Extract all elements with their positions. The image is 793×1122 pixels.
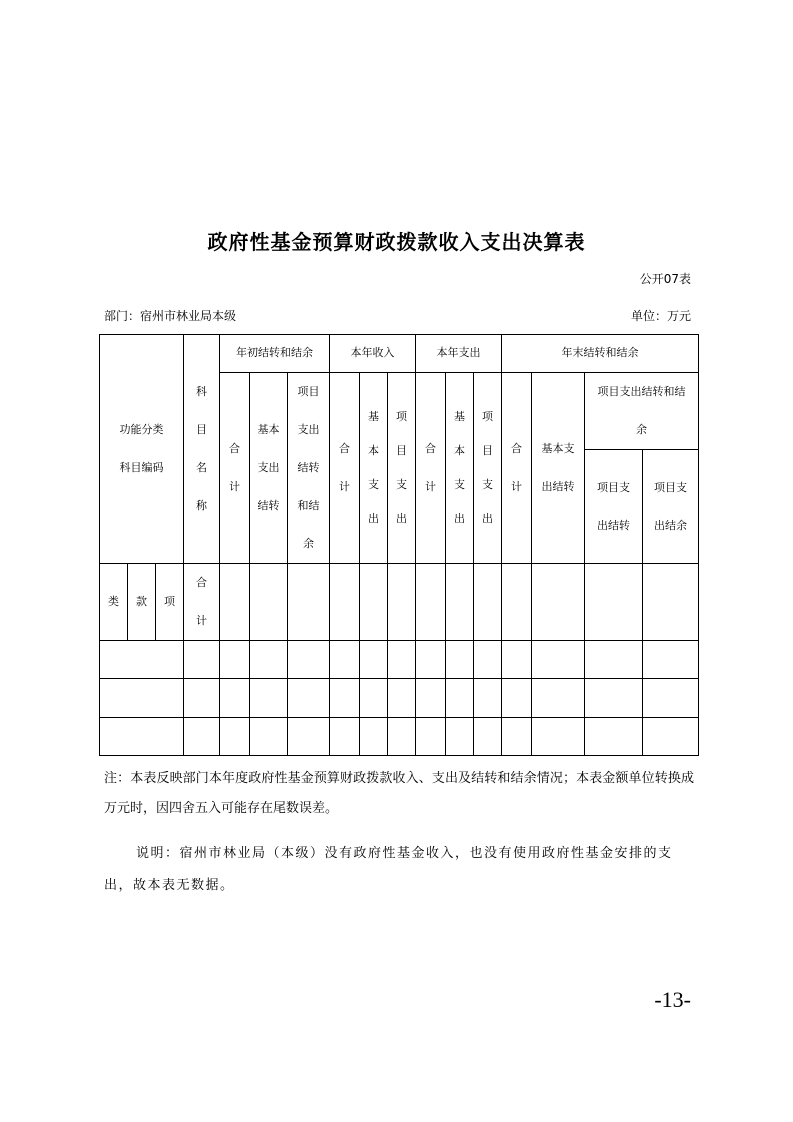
table-cell: [250, 718, 288, 756]
table-cell: [502, 718, 532, 756]
table-cell: [250, 641, 288, 679]
table-cell: [643, 679, 699, 718]
end-project-transfer-header: 项目支 出结转: [585, 450, 643, 564]
budget-table: [99, 334, 699, 756]
expense-project-header: 项 目 支 出: [474, 373, 502, 564]
table-cell: [585, 718, 643, 756]
table-cell: [330, 564, 360, 641]
table-cell: [446, 718, 474, 756]
table-cell: [250, 564, 288, 641]
table-cell: [585, 564, 643, 641]
table-cell: [184, 679, 220, 718]
table-cell: [388, 564, 416, 641]
code-item-header: 项: [156, 564, 184, 641]
table-cell: [100, 641, 184, 679]
table-cell: [416, 679, 446, 718]
table-cell: [220, 641, 250, 679]
table-cell: [220, 679, 250, 718]
begin-total-header: 合 计: [220, 373, 250, 564]
table-cell: [360, 718, 388, 756]
table-cell: [643, 564, 699, 641]
table-cell: [532, 679, 585, 718]
table-cell: [416, 718, 446, 756]
table-cell: [220, 564, 250, 641]
code-class-header: 类: [100, 564, 128, 641]
table-cell: [330, 718, 360, 756]
table-cell: [446, 564, 474, 641]
table-cell: [502, 679, 532, 718]
table-cell: [643, 641, 699, 679]
group-end-header: 年末结转和结余: [502, 335, 699, 373]
table-cell: [288, 564, 330, 641]
expense-basic-header: 基 本 支 出: [446, 373, 474, 564]
table-cell: [474, 718, 502, 756]
expense-total-header: 合 计: [416, 373, 446, 564]
income-project-header: 项 目 支 出: [388, 373, 416, 564]
income-total-header: 合 计: [330, 373, 360, 564]
total-label: 合 计: [184, 564, 220, 641]
end-basic-header: 基本支 出结转: [532, 373, 585, 564]
table-cell: [388, 718, 416, 756]
table-note: 注：本表反映部门本年度政府性基金预算财政拨款收入、支出及结转和结余情况；本表金额单位转换成万元时，因四舍五入可能存在尾数误差。: [104, 771, 694, 816]
table-row: [100, 718, 699, 756]
table-cell: [330, 679, 360, 718]
table-cell: [416, 564, 446, 641]
table-cell: [446, 679, 474, 718]
page-number: -13-: [654, 987, 691, 1012]
table-cell: [220, 718, 250, 756]
table-cell: [474, 679, 502, 718]
table-cell: [288, 718, 330, 756]
code-section-header: 款: [128, 564, 156, 641]
table-cell: [288, 641, 330, 679]
income-basic-header: 基 本 支 出: [360, 373, 388, 564]
table-cell: [388, 679, 416, 718]
table-row: [100, 679, 699, 718]
table-cell: [360, 564, 388, 641]
table-row: [100, 641, 699, 679]
explanation-paragraph: 说明：宿州市林业局（本级）没有政府性基金收入，也没有使用政府性基金安排的支出，故本表无数据。: [104, 846, 673, 893]
table-cell: [532, 718, 585, 756]
group-expense-header: 本年支出: [416, 335, 502, 373]
table-cell: [532, 641, 585, 679]
table-cell: [474, 641, 502, 679]
table-cell: [288, 679, 330, 718]
table-cell: [388, 641, 416, 679]
end-project-balance-header: 项目支 出结余: [643, 450, 699, 564]
end-project-group-header: 项目支出结转和结 余: [585, 373, 699, 450]
group-income-header: 本年收入: [330, 335, 416, 373]
table-cell: [585, 679, 643, 718]
table-cell: [502, 564, 532, 641]
begin-basic-header: 基本 支出 结转: [250, 373, 288, 564]
table-cell: [330, 641, 360, 679]
table-cell: [184, 641, 220, 679]
table-cell: [585, 641, 643, 679]
table-cell: [250, 679, 288, 718]
form-number: 公开07表: [639, 272, 691, 286]
table-cell: [184, 718, 220, 756]
table-cell: [474, 564, 502, 641]
group-begin-header: 年初结转和结余: [220, 335, 330, 373]
table-cell: [100, 718, 184, 756]
table-cell: [643, 718, 699, 756]
department-label: 部门：宿州市林业局本级: [104, 309, 237, 323]
table-cell: [360, 641, 388, 679]
table-cell: [360, 679, 388, 718]
table-cell: [502, 641, 532, 679]
begin-project-header: 项目 支出 结转 和结 余: [288, 373, 330, 564]
document-title: 政府性基金预算财政拨款收入支出决算表: [207, 230, 586, 254]
table-cell: [100, 679, 184, 718]
subject-name-header: 科 目 名 称: [184, 335, 220, 564]
table-cell: [532, 564, 585, 641]
unit-label: 单位：万元: [630, 309, 691, 323]
func-code-header: 功能分类 科目编码: [100, 335, 184, 564]
table-cell: [446, 641, 474, 679]
end-total-header: 合 计: [502, 373, 532, 564]
table-cell: [416, 641, 446, 679]
